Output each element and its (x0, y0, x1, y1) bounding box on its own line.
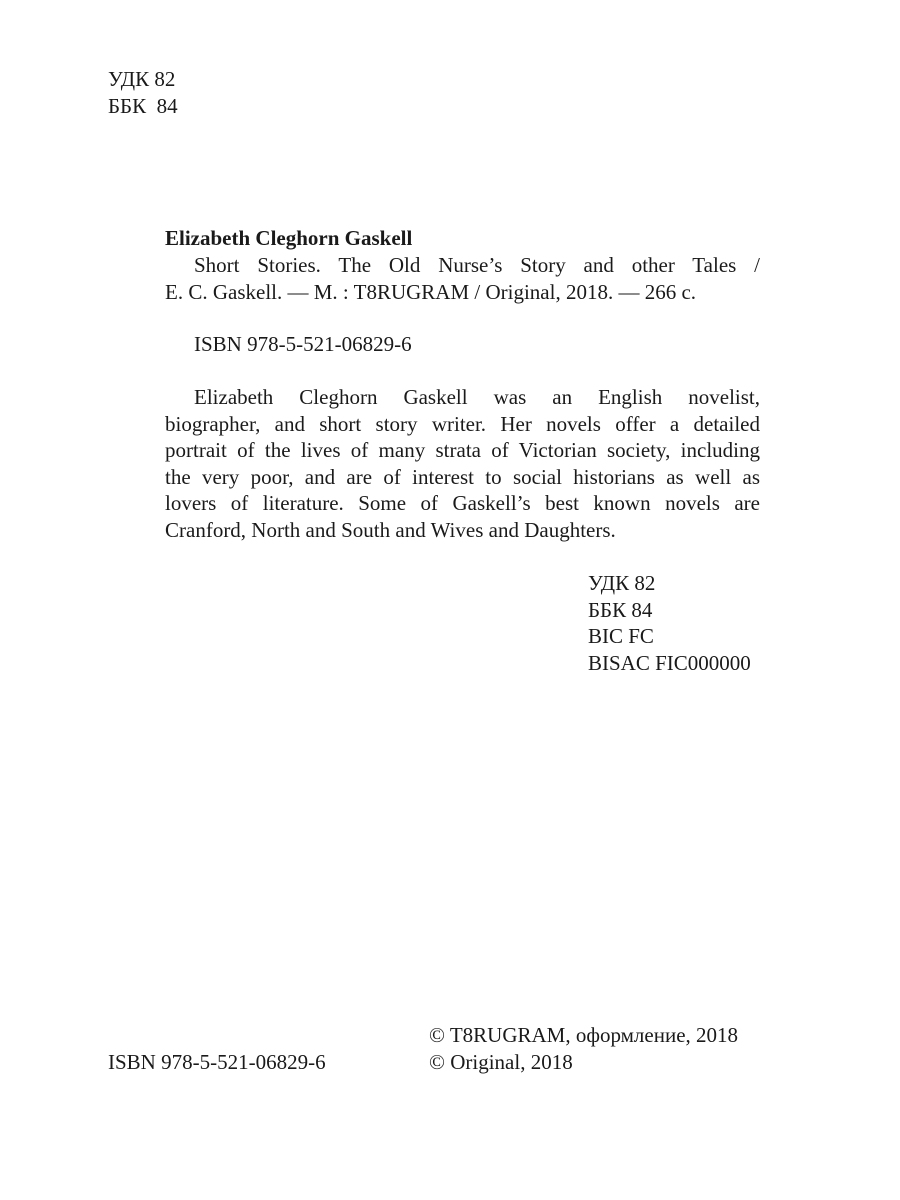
description-line: Cranford, North and South and Wives and Daughters. (165, 517, 616, 542)
description-line: lovers of literature. Some of Gaskell’s best known novels are (165, 491, 760, 515)
description-line: portrait of the lives of many strata of Victorian society, including (165, 438, 760, 462)
description-line: biographer, and short story writer. Her novels offer a detailed (165, 411, 760, 436)
copyright-block (429, 1022, 738, 1075)
udk-code: УДК 82 (588, 571, 656, 595)
bbk-code: ББК 84 (588, 597, 653, 622)
isbn-number: ISBN 978-5-521-06829-6 (194, 332, 412, 356)
footer-isbn: ISBN 978-5-521-06829-6 (108, 1050, 326, 1074)
bisac-code: BISAC FIC000000 (588, 650, 751, 675)
description-line: the very poor, and are of interest to social historians as well as (165, 464, 760, 489)
bic-code: BIC FC (588, 624, 654, 648)
book-description (165, 384, 760, 543)
imprint-line: E. C. Gaskell. — M. : T8RUGRAM / Original, 2018. — 266 c. (165, 280, 697, 304)
bbk-code: ББК 84 (108, 93, 178, 118)
author-name: Elizabeth Cleghorn Gaskell (165, 226, 413, 250)
classification-codes (588, 570, 751, 676)
copyright-original: © Original, 2018 (429, 1049, 573, 1074)
udk-code: УДК 82 (108, 67, 176, 91)
copyright-design: © T8RUGRAM, оформление, 2018 (429, 1023, 739, 1047)
top-classification-codes (108, 66, 178, 119)
book-title-line: Short Stories. The Old Nurse’s Story and other Tales / (194, 253, 760, 277)
description-line: Elizabeth Cleghorn Gaskell was an English novelist, (194, 385, 760, 409)
